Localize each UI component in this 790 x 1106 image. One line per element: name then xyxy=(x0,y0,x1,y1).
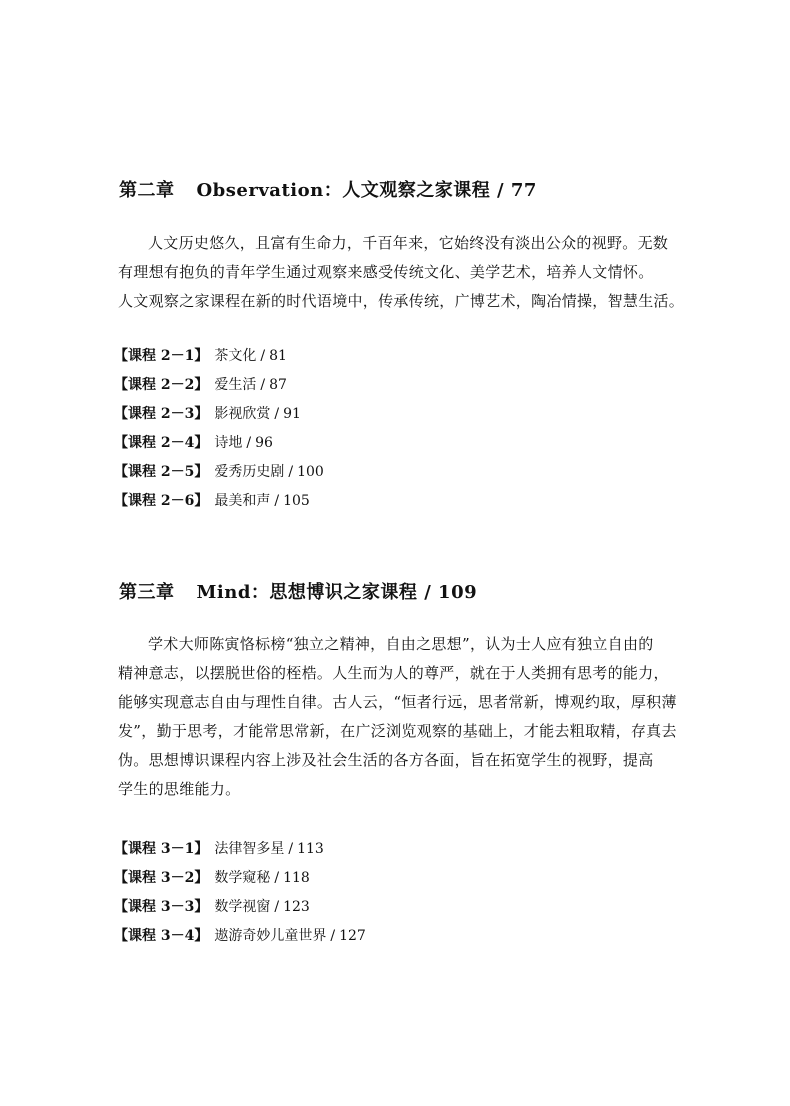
chapter-2-heading: 第二章 Observation：人文观察之家课程 / 77 xyxy=(119,180,537,201)
course-page: 100 xyxy=(297,464,324,480)
chapter-2-page: 77 xyxy=(510,180,537,201)
course-code: 【课程 3－1】 xyxy=(114,841,209,857)
chapter-3-page: 109 xyxy=(438,582,478,603)
course-name: 数学窥秘 xyxy=(214,870,271,886)
intro-line: 人文观察之家课程在新的时代语境中，传承传统，广博艺术，陶冶情操，智慧生活。 xyxy=(118,292,685,310)
course-name: 诗地 xyxy=(214,435,243,451)
chapter-3-course-list xyxy=(114,835,366,951)
course-page: 105 xyxy=(283,493,310,509)
course-page: 118 xyxy=(283,870,310,886)
course-code: 【课程 2－6】 xyxy=(114,493,209,509)
course-page: 91 xyxy=(283,406,301,422)
course-code: 【课程 3－2】 xyxy=(114,870,209,886)
course-name: 影视欣赏 xyxy=(214,406,271,422)
course-entry[interactable]: 【课程 2－6】 最美和声 / 105 xyxy=(114,493,310,509)
course-code: 【课程 2－1】 xyxy=(114,348,209,364)
course-entry[interactable]: 【课程 3－1】 法律智多星 / 113 xyxy=(114,841,324,857)
chapter-2-title: Observation：人文观察之家课程 xyxy=(196,180,491,201)
course-name: 法律智多星 xyxy=(214,841,285,857)
course-name: 遨游奇妙儿童世界 xyxy=(214,928,327,944)
intro-line: 能够实现意志自由与理性自律。古人云，“恒者行远，思者常新，博观约取，厚积薄 xyxy=(118,693,677,711)
course-page: 81 xyxy=(269,348,287,364)
course-name: 爱秀历史剧 xyxy=(214,464,285,480)
course-page: 123 xyxy=(283,899,310,915)
course-entry[interactable]: 【课程 2－4】 诗地 / 96 xyxy=(114,435,273,451)
intro-line: 伪。思想博识课程内容上涉及社会生活的各方各面，旨在拓宽学生的视野，提高 xyxy=(118,751,654,769)
course-entry[interactable]: 【课程 3－3】 数学视窗 / 123 xyxy=(114,899,310,915)
chapter-3-title: Mind：思想博识之家课程 xyxy=(196,582,418,603)
course-code: 【课程 2－5】 xyxy=(114,464,209,480)
intro-line: 学生的思维能力。 xyxy=(118,780,241,798)
course-code: 【课程 2－4】 xyxy=(114,435,209,451)
course-page: 113 xyxy=(297,841,324,857)
intro-line: 精神意志，以摆脱世俗的桎梏。人生而为人的尊严，就在于人类拥有思考的能力， xyxy=(118,664,669,682)
course-page: 87 xyxy=(269,377,287,393)
course-entry[interactable]: 【课程 2－5】 爱秀历史剧 / 100 xyxy=(114,464,324,480)
chapter-3-heading: 第三章 Mind：思想博识之家课程 / 109 xyxy=(119,582,478,603)
course-name: 爱生活 xyxy=(214,377,257,393)
course-code: 【课程 3－3】 xyxy=(114,899,209,915)
course-page: 127 xyxy=(339,928,366,944)
chapter-3-number: 第三章 xyxy=(119,582,175,603)
course-name: 数学视窗 xyxy=(214,899,271,915)
course-entry[interactable]: 【课程 2－2】 爱生活 / 87 xyxy=(114,377,287,393)
intro-line: 发”，勤于思考，才能常思常新，在广泛浏览观察的基础上，才能去粗取精，存真去 xyxy=(118,722,677,740)
chapter-2-intro xyxy=(118,229,685,316)
intro-line: 人文历史悠久，且富有生命力，千百年来，它始终没有淡出公众的视野。无数 xyxy=(148,234,669,252)
intro-line: 学术大师陈寅恪标榜“独立之精神，自由之思想”，认为士人应有独立自由的 xyxy=(148,635,654,653)
chapter-2-number: 第二章 xyxy=(119,180,175,201)
intro-line: 有理想有抱负的青年学生通过观察来感受传统文化、美学艺术，培养人文情怀。 xyxy=(118,263,654,281)
course-page: 96 xyxy=(255,435,273,451)
course-code: 【课程 3－4】 xyxy=(114,928,209,944)
course-code: 【课程 2－3】 xyxy=(114,406,209,422)
chapter-2-course-list xyxy=(114,342,324,516)
course-entry[interactable]: 【课程 2－1】 茶文化 / 81 xyxy=(114,348,287,364)
course-name: 最美和声 xyxy=(214,493,271,509)
chapter-3-intro xyxy=(118,630,678,804)
course-entry[interactable]: 【课程 2－3】 影视欣赏 / 91 xyxy=(114,406,301,422)
course-entry[interactable]: 【课程 3－4】 遨游奇妙儿童世界 / 127 xyxy=(114,928,366,944)
course-entry[interactable]: 【课程 3－2】 数学窥秘 / 118 xyxy=(114,870,310,886)
course-name: 茶文化 xyxy=(214,348,257,364)
course-code: 【课程 2－2】 xyxy=(114,377,209,393)
